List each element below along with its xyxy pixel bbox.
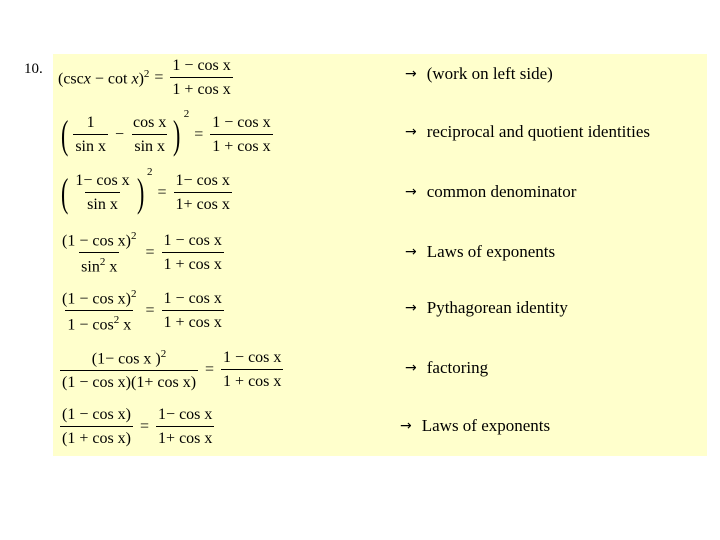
step-3-equation: ( $\frac{\text{1− cos x}}{\text{sin x}}$ ) $^2$ = $\frac{\text{1− cos x}}{\text{1+ cos x}}$ bbox=[60, 166, 230, 215]
step-6 bbox=[53, 342, 707, 398]
right-paren: ) bbox=[173, 112, 181, 157]
step-2-reason: → reciprocal and quotient identities bbox=[405, 122, 651, 141]
equals-sign: = bbox=[194, 126, 204, 143]
arrow-icon: → bbox=[405, 300, 417, 316]
step-7 bbox=[53, 400, 707, 456]
equals-sign: = bbox=[154, 69, 164, 86]
step-5 bbox=[53, 284, 707, 340]
step-1-rhs: $\frac{\text{1 − cos x}}{\text{1 + cos x}}$ bbox=[172, 57, 231, 98]
step-3-reason: → common denominator bbox=[405, 182, 577, 201]
step-1 bbox=[53, 54, 707, 102]
step-6-equation bbox=[58, 344, 285, 396]
step-7-rhs: $\frac{\text{1− cos x}}{\text{1+ cos x}}$ bbox=[158, 406, 213, 447]
minus-sign: − bbox=[115, 126, 125, 143]
proof-panel bbox=[53, 54, 707, 456]
step-7-equation bbox=[58, 402, 216, 452]
step-2-rhs: $\frac{\text{1 − cos x}}{\text{1 + cos x}}$ bbox=[212, 114, 271, 155]
left-paren: ( bbox=[60, 170, 69, 215]
arrow-icon: → bbox=[405, 244, 417, 260]
step-3 bbox=[53, 166, 707, 222]
right-paren: ) bbox=[136, 170, 145, 215]
step-5-lhs: $\frac{(1 - \cos x)^2}{1 - \cos^2 x}$ bbox=[62, 287, 137, 334]
step-4-reason: → Laws of exponents bbox=[405, 242, 556, 261]
arrow-icon: → bbox=[405, 66, 417, 82]
step-4-rhs: $\frac{\text{1 − cos x}}{\text{1 + cos x}}$ bbox=[163, 232, 222, 273]
step-5-rhs: $\frac{\text{1 − cos x}}{\text{1 + cos x}}$ bbox=[163, 290, 222, 331]
equals-sign: = bbox=[157, 184, 167, 201]
equals-sign: = bbox=[205, 361, 215, 378]
step-5-equation bbox=[58, 286, 226, 336]
equals-sign: = bbox=[145, 302, 155, 319]
arrow-icon: → bbox=[405, 360, 417, 376]
step-7-reason: → Laws of exponents bbox=[400, 416, 551, 435]
step-2-frac-a: $\frac{1}{\text{sin x}}$ bbox=[75, 114, 106, 155]
arrow-icon: → bbox=[405, 124, 417, 140]
step-1-equation bbox=[58, 56, 235, 100]
step-6-rhs: $\frac{\text{1 − cos x}}{\text{1 + cos x}}$ bbox=[223, 349, 282, 390]
step-4-lhs: $\frac{(1 - \cos x)^2}{\sin^2 x}$ bbox=[62, 229, 137, 276]
step-3-frac: $\frac{\text{1− cos x}}{\text{sin x}}$ bbox=[75, 172, 130, 213]
step-1-reason: → (work on left side) bbox=[405, 64, 553, 83]
equals-sign: = bbox=[145, 244, 155, 261]
step-2-equation: ( $\frac{1}{\text{sin x}}$ − $\frac{\text{cos x}}{\text{sin x}}$ ) $^2$ = $\frac{\text{1 − cos x}}{\text{1 + cos x}}$ bbox=[60, 108, 271, 157]
problem-number: 10. bbox=[24, 61, 43, 77]
step-6-lhs: $\frac{(1- \cos x )^2}{\text{(1 − cos x)(1+ cos x)}}$ bbox=[62, 347, 197, 392]
step-6-reason: → factoring bbox=[405, 358, 489, 377]
step-2 bbox=[53, 106, 707, 162]
arrow-icon: → bbox=[405, 184, 417, 200]
step-3-rhs: $\frac{\text{1− cos x}}{\text{1+ cos x}}$ bbox=[175, 172, 230, 213]
step-4 bbox=[53, 226, 707, 282]
step-7-lhs: $\frac{\text{(1 − cos x)}}{\text{(1 + cos x)}}$ bbox=[62, 406, 132, 447]
left-paren: ( bbox=[60, 112, 69, 157]
step-5-reason: → Pythagorean identity bbox=[405, 298, 568, 317]
step-4-equation bbox=[58, 228, 226, 278]
step-1-lhs: $(\csc x - \cot x)^2$ bbox=[58, 67, 150, 88]
arrow-icon: → bbox=[400, 418, 412, 434]
equals-sign: = bbox=[140, 418, 150, 435]
step-2-frac-b: $\frac{\text{cos x}}{\text{sin x}}$ bbox=[133, 114, 167, 155]
